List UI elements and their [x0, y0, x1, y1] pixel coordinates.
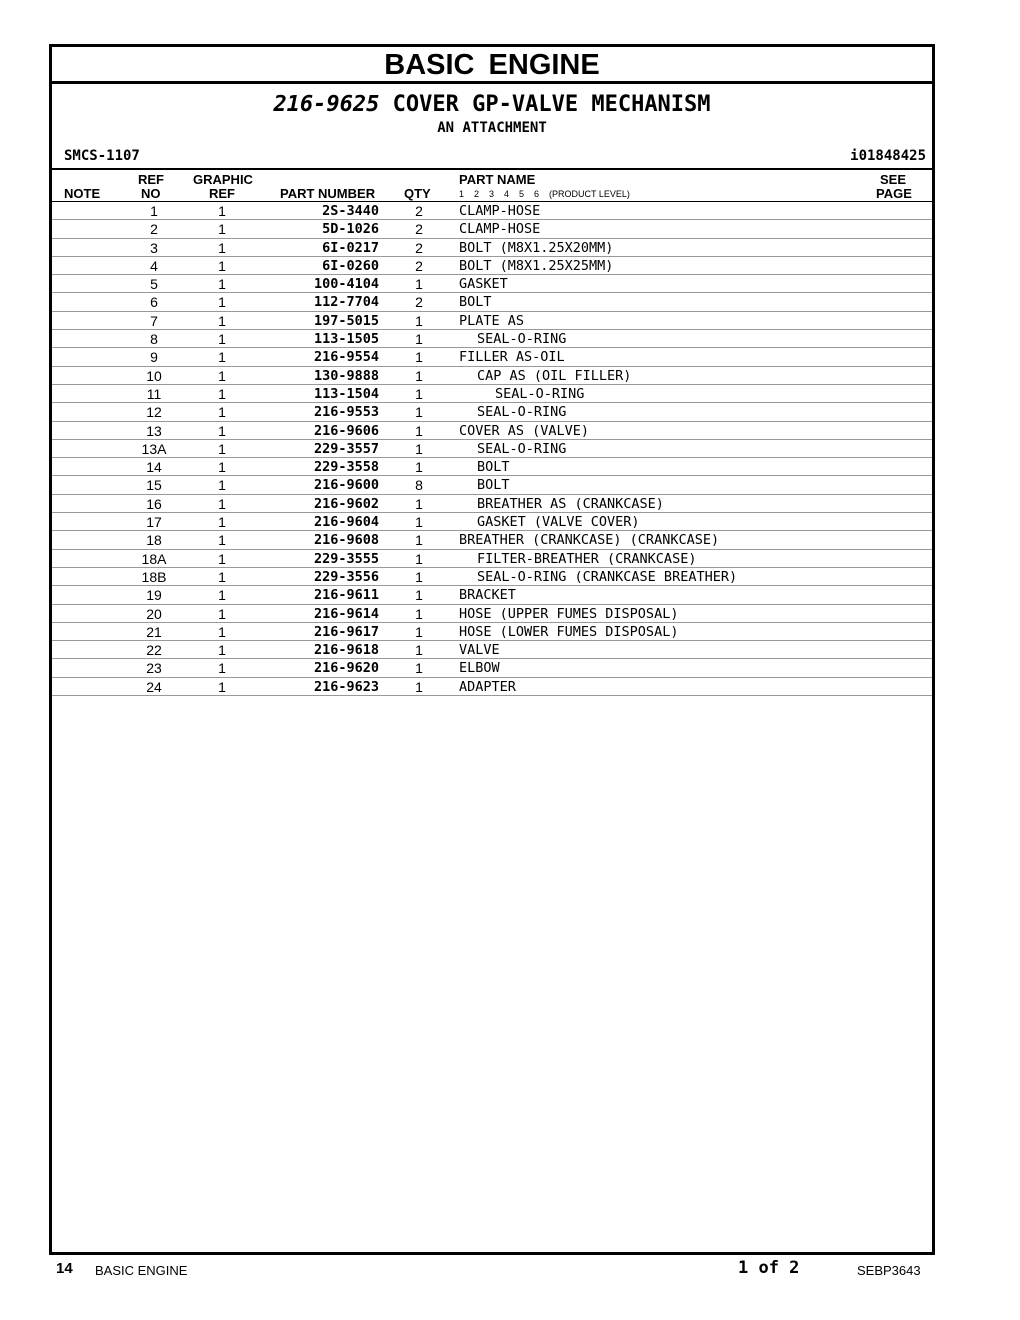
table-row — [52, 476, 932, 494]
table-row — [52, 678, 932, 696]
qty-cell: 1 — [415, 623, 423, 640]
col-see-page-bottom: PAGE — [876, 186, 912, 201]
part-name-cell: BOLT — [477, 477, 510, 494]
table-row — [52, 330, 932, 348]
ref-no-cell: 13 — [146, 422, 162, 439]
table-row — [52, 586, 932, 604]
col-ref-no-top: REF — [138, 172, 164, 187]
parts-table-body — [52, 202, 932, 696]
table-row — [52, 348, 932, 366]
part-name-cell: SEAL-O-RING — [477, 331, 567, 348]
part-name-cell: GASKET — [459, 276, 508, 293]
qty-cell: 1 — [415, 495, 423, 512]
col-graphic-ref-bottom: REF — [209, 186, 235, 201]
graphic-ref-cell: 1 — [218, 312, 226, 329]
qty-cell: 1 — [415, 404, 423, 421]
part-number-cell: 130-9888 — [313, 367, 379, 384]
attachment-label: AN ATTACHMENT — [437, 120, 547, 136]
qty-cell: 1 — [415, 605, 423, 622]
table-row — [52, 440, 932, 458]
ref-no-cell: 15 — [146, 477, 162, 494]
part-name-cell: SEAL-O-RING — [477, 404, 567, 421]
part-name-cell: BOLT (M8X1.25X25MM) — [459, 257, 614, 274]
qty-cell: 1 — [415, 642, 423, 659]
table-row — [52, 312, 932, 330]
part-name-cell: BOLT — [459, 294, 492, 311]
graphic-ref-cell: 1 — [218, 568, 226, 585]
part-number-cell: 2S-3440 — [322, 203, 379, 219]
group-number: 216-9625 — [273, 92, 380, 117]
part-name-cell: HOSE (UPPER FUMES DISPOSAL) — [459, 605, 679, 622]
part-number-cell: 112-7704 — [313, 294, 379, 311]
table-row — [52, 202, 932, 220]
qty-cell: 1 — [415, 331, 423, 348]
ref-no-cell: 10 — [146, 367, 162, 384]
ref-no-cell: 9 — [150, 349, 158, 366]
column-header — [52, 170, 932, 202]
part-number-cell: 113-1505 — [313, 331, 379, 348]
graphic-ref-cell: 1 — [218, 623, 226, 640]
smcs-row — [52, 146, 932, 170]
ref-no-cell: 1 — [150, 203, 158, 219]
part-name-cell: PLATE AS — [459, 312, 525, 329]
ref-no-cell: 20 — [146, 605, 162, 622]
qty-cell: 1 — [415, 568, 423, 585]
part-name-cell: HOSE (LOWER FUMES DISPOSAL) — [459, 623, 679, 640]
col-part-name: PART NAME — [459, 172, 536, 187]
ref-no-cell: 22 — [146, 642, 162, 659]
table-row — [52, 458, 932, 476]
ref-no-cell: 3 — [150, 239, 158, 256]
ref-no-cell: 18A — [141, 550, 167, 567]
ref-no-cell: 7 — [150, 312, 158, 329]
table-row — [52, 605, 932, 623]
col-ref-no-bottom: NO — [141, 186, 161, 201]
part-number-cell: 6I-0217 — [322, 239, 379, 256]
qty-cell: 2 — [415, 294, 423, 311]
part-number-cell: 6I-0260 — [322, 257, 379, 274]
part-number-cell: 216-9611 — [313, 587, 379, 604]
graphic-ref-cell: 1 — [218, 385, 226, 402]
part-name-cell: BOLT — [477, 459, 510, 476]
graphic-ref-cell: 1 — [218, 367, 226, 384]
table-row — [52, 623, 932, 641]
graphic-ref-cell: 1 — [218, 587, 226, 604]
part-number-cell: 216-9606 — [313, 422, 379, 439]
part-number-cell: 216-9620 — [313, 660, 379, 677]
ref-no-cell: 4 — [150, 257, 158, 274]
part-name-cell: ADAPTER — [459, 678, 516, 695]
part-name-cell: CAP AS (OIL FILLER) — [477, 367, 632, 384]
table-row — [52, 293, 932, 311]
qty-cell: 2 — [415, 257, 423, 274]
ref-no-cell: 17 — [146, 514, 162, 531]
graphic-ref-cell: 1 — [218, 660, 226, 677]
part-number-cell: 216-9600 — [313, 477, 379, 494]
graphic-ref-cell: 1 — [218, 239, 226, 256]
part-number-cell: 229-3555 — [313, 550, 379, 567]
part-number-cell: 216-9553 — [313, 404, 379, 421]
qty-cell: 1 — [415, 312, 423, 329]
qty-cell: 1 — [415, 349, 423, 366]
col-qty: QTY — [404, 186, 431, 201]
group-title — [52, 92, 932, 118]
illustration-id: i01848425 — [850, 148, 926, 164]
ref-no-cell: 14 — [146, 459, 162, 476]
part-number-cell: 229-3556 — [313, 568, 379, 585]
ref-no-cell: 6 — [150, 294, 158, 311]
col-graphic-ref-top: GRAPHIC — [193, 172, 253, 187]
footer-section: BASIC ENGINE — [95, 1263, 188, 1278]
part-number-cell: 216-9608 — [313, 532, 379, 549]
qty-cell: 1 — [415, 367, 423, 384]
col-see-page-top: SEE — [880, 172, 907, 187]
graphic-ref-cell: 1 — [218, 495, 226, 512]
qty-cell: 2 — [415, 203, 423, 219]
graphic-ref-cell: 1 — [218, 422, 226, 439]
ref-no-cell: 2 — [150, 221, 158, 238]
part-number-cell: 197-5015 — [313, 312, 379, 329]
table-row — [52, 220, 932, 238]
part-name-cell: COVER AS (VALVE) — [459, 422, 590, 439]
table-row — [52, 275, 932, 293]
graphic-ref-cell: 1 — [218, 459, 226, 476]
qty-cell: 1 — [415, 440, 423, 457]
page-footer — [0, 1260, 1020, 1280]
col-product-level: 1 2 3 4 5 6 (PRODUCT LEVEL) — [459, 189, 630, 199]
graphic-ref-cell: 1 — [218, 440, 226, 457]
qty-cell: 8 — [415, 477, 423, 494]
part-name-cell: BOLT (M8X1.25X20MM) — [459, 239, 614, 256]
part-name-cell: BRACKET — [459, 587, 516, 604]
part-name-cell: GASKET (VALVE COVER) — [477, 514, 640, 531]
table-row — [52, 403, 932, 421]
table-row — [52, 422, 932, 440]
ref-no-cell: 18 — [146, 532, 162, 549]
part-name-cell: BREATHER AS (CRANKCASE) — [477, 495, 664, 512]
smcs-code: SMCS-1107 — [64, 148, 140, 164]
part-number-cell: 216-9617 — [313, 623, 379, 640]
part-number-cell: 216-9623 — [313, 678, 379, 695]
ref-no-cell: 16 — [146, 495, 162, 512]
col-part-number: PART NUMBER — [280, 186, 376, 201]
ref-no-cell: 11 — [146, 385, 162, 402]
part-name-cell: VALVE — [459, 642, 500, 659]
ref-no-cell: 5 — [150, 276, 158, 293]
graphic-ref-cell: 1 — [218, 678, 226, 695]
part-name-cell: FILTER-BREATHER (CRANKCASE) — [477, 550, 697, 567]
part-number-cell: 5D-1026 — [322, 221, 379, 238]
part-name-cell: ELBOW — [459, 660, 500, 677]
document-number: SEBP3643 — [857, 1263, 921, 1278]
qty-cell: 2 — [415, 221, 423, 238]
qty-cell: 1 — [415, 550, 423, 567]
section-title: BASIC ENGINE — [52, 47, 932, 84]
ref-no-cell: 19 — [146, 587, 162, 604]
part-number-cell: 216-9554 — [313, 349, 379, 366]
table-row — [52, 239, 932, 257]
graphic-ref-cell: 1 — [218, 331, 226, 348]
ref-no-cell: 18B — [141, 568, 167, 585]
table-row — [52, 513, 932, 531]
part-number-cell: 216-9618 — [313, 642, 379, 659]
part-name-cell: CLAMP-HOSE — [459, 203, 541, 219]
part-name-cell: FILLER AS-OIL — [459, 349, 565, 366]
qty-cell: 2 — [415, 239, 423, 256]
table-row — [52, 385, 932, 403]
group-name: COVER GP-VALVE MECHANISM — [392, 92, 711, 117]
part-name-cell: SEAL-O-RING — [495, 385, 585, 402]
table-row — [52, 659, 932, 677]
graphic-ref-cell: 1 — [218, 294, 226, 311]
qty-cell: 1 — [415, 678, 423, 695]
qty-cell: 1 — [415, 532, 423, 549]
table-row — [52, 568, 932, 586]
ref-no-cell: 12 — [146, 404, 162, 421]
ref-no-cell: 8 — [150, 331, 158, 348]
qty-cell: 1 — [415, 459, 423, 476]
graphic-ref-cell: 1 — [218, 532, 226, 549]
parts-page-frame — [49, 44, 935, 1255]
part-name-cell: SEAL-O-RING — [477, 440, 567, 457]
table-row — [52, 257, 932, 275]
qty-cell: 1 — [415, 385, 423, 402]
table-row — [52, 531, 932, 549]
graphic-ref-cell: 1 — [218, 203, 226, 219]
part-number-cell: 229-3557 — [313, 440, 379, 457]
ref-no-cell: 21 — [146, 623, 162, 640]
graphic-ref-cell: 1 — [218, 642, 226, 659]
part-number-cell: 216-9614 — [313, 605, 379, 622]
ref-no-cell: 24 — [146, 678, 162, 695]
graphic-ref-cell: 1 — [218, 605, 226, 622]
table-row — [52, 495, 932, 513]
graphic-ref-cell: 1 — [218, 404, 226, 421]
part-name-cell: SEAL-O-RING (CRANKCASE BREATHER) — [477, 568, 738, 585]
part-number-cell: 216-9602 — [313, 495, 379, 512]
part-number-cell: 113-1504 — [313, 385, 379, 402]
part-number-cell: 100-4104 — [313, 276, 379, 293]
graphic-ref-cell: 1 — [218, 349, 226, 366]
qty-cell: 1 — [415, 514, 423, 531]
graphic-ref-cell: 1 — [218, 550, 226, 567]
graphic-ref-cell: 1 — [218, 221, 226, 238]
part-name-cell: CLAMP-HOSE — [459, 221, 541, 238]
qty-cell: 1 — [415, 587, 423, 604]
qty-cell: 1 — [415, 422, 423, 439]
graphic-ref-cell: 1 — [218, 257, 226, 274]
table-row — [52, 367, 932, 385]
table-row — [52, 550, 932, 568]
table-row — [52, 641, 932, 659]
graphic-ref-cell: 1 — [218, 477, 226, 494]
page-number: 14 — [56, 1260, 73, 1277]
part-number-cell: 229-3558 — [313, 459, 379, 476]
part-name-cell: BREATHER (CRANKCASE) (CRANKCASE) — [459, 532, 720, 549]
ref-no-cell: 13A — [141, 440, 167, 457]
graphic-ref-cell: 1 — [218, 514, 226, 531]
qty-cell: 1 — [415, 660, 423, 677]
page-of: 1 of 2 — [738, 1258, 800, 1278]
ref-no-cell: 23 — [146, 660, 162, 677]
col-note: NOTE — [64, 186, 101, 201]
part-number-cell: 216-9604 — [313, 514, 379, 531]
qty-cell: 1 — [415, 276, 423, 293]
graphic-ref-cell: 1 — [218, 276, 226, 293]
